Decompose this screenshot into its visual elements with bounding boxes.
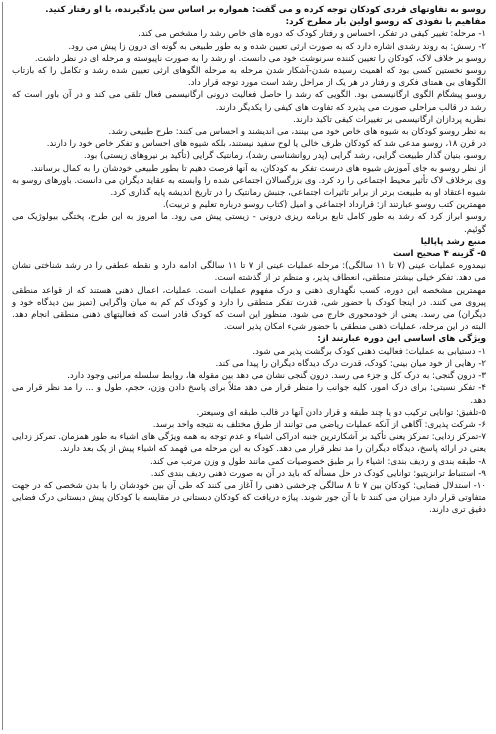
paragraph-line: مهمترین مشخصه این دوره، کسب نگهداری ذهنی و درک مفهوم عملیات است. عملیات، اعمال ذهنی هستند که از قواعد منطقی پیروی می کنند. در اینجا کودک با حضور شی، قدرت تفکر منطقی را دارد و کودک کم کم به میان واگرایی (تمیز بین دیدگاه خود و دیگران) می رسد. یعنی از خودمحوری خارج می شود. منظور این است که کودک قادر است که فعالیتهای ذهنی منطقی انجام دهد. البته در این مرحله، عملیات ذهنی منطقی با حضور شیء امکان پذیر است. [12,285,486,333]
paragraph-line: ۶- شرکت پذیری: آگاهی از آنکه عملیات ریاضی می توانند از طرق مختلف به نتیجه واحد برسد. [152,419,486,430]
paragraph-line: روسو پیشگام الگوی ارگانیسمی بود. الگویی که رشد را حاصل فعالیت درونی ارگانیسمی فعال تلقی می کند و در آن باور است که رشد در قالب مراحلی صورت می پذیرد که تفاوت های کیفی را یکدیگر دارند. [12,90,486,113]
paragraph-line: ۲- رسش: به روند رشدی اشاره دارد که به صورت ارثی تعیین شده و به طور طبیعی به گونه ای درون زا پیش می رود. [68,41,486,52]
paragraph-line: روسو بر خلاف لاک، کودکان را تعیین کننده سرنوشت خود می دانست. او رشد را به صورت ناپیوسته و مرحله ای در نظر داشت. [34,53,486,64]
heading-line: ۵- گزینه ۴ صحیح است [392,249,486,260]
paragraph-line: ۱- دستیابی به عملیات: فعالیت ذهنی کودک برگشت پذیر می شود. [252,346,486,357]
heading-line: روسو به تفاوتهای فردی کودکان توجه کرده و می گفت: همواره بر اساس سن یادگیرنده، با او رفتار کنید. [45,5,486,15]
paragraph-line: ۲- رهایی از خود میان بینی: کودک، قدرت درک دیدگاه دیگران را پیدا می کند. [215,358,486,369]
paragraph-line: ۸- طبقه بندی و ردیف بندی: اشیاء را بر طبق خصوصیات کمی مانند طول و وزن مرتب می کند. [149,456,486,467]
paragraph-line: ۹- استنباط ترانزیتیو: توانایی کودک در حل مسأله که باید در آن به صورت ذهنی ردیف بندی کند. [150,468,486,479]
paragraph-line: ۱۰- استدلال فضایی: کودکان بین ۷ تا ۸ سالگی چرخشی ذهنی را آغاز می کنند که طی آن بین خودشان را با بدن شخصی که در جهت متفاوتی قرار دارد میزان می کنند تا با آن جور شوند. پیاژه دریافت که کودکان دبستانی در مقایسه با کودکان پیش دبستانی درک فضایی دقیق تری دارند. [12,480,486,516]
heading-line: مفاهیم با نفوذی که روسو اولین بار مطرح کرد: [285,17,486,28]
paragraph-line: ۳- درون گنجی: به درک کل و جزء می رسد. درون گنجی نشان می دهد بین مقوله ها، روابط سلسله مراتبی وجود دارد. [67,371,486,382]
paragraph-line: ۴- تفکر نسبتی: برای درک امور، کلیه جوانب را منظر قرار می دهد مثلاً برای پاسخ دادن وزن، حجم، طول و ... را مد نظر قرار می دهد. [12,383,486,406]
paragraph-line: نظریه پردازان ارگانیسمی بر تغییرات کیفی تاکید دارند. [292,114,486,125]
paragraph-line: در قرن ۱۸، روسو مدعی شد که کودکان ظرف خالی یا لوح سفید نیستند، بلکه شیوه های احساس و تفکر خاص خود را دارند. [46,139,486,150]
heading-line: ویژگی های اساسی این دوره عبارتند از: [317,334,486,345]
paragraph-line: روسو ابراز کرد که رشد به طور کامل تابع برنامه ریزی درونی - زیستی پیش می رود. ما امروز به این طرح، پختگی بیولوژیک می گوئیم. [12,212,486,235]
heading-line: منبع رشد پاپالیا [420,236,486,247]
paragraph-line: از نظر روسو به جای آموزش شیوه های درست تفکر به کودکان، به آنها فرصت دهیم تا بطور طبیعی خودشان را به کمال برسانند. [30,163,486,174]
paragraph-line: نیمدوره عملیات عینی (۷ تا ۱۱ سالگی): مرحله عملیات عینی از ۷ تا ۱۱ سالگی ادامه دارد و نقطه عطفی را در رشد شناختی نشان می دهد. تفکر خیلی بیشتر منطقی، انعطاف پذیر، و منظم تر از گذشته است. [12,261,486,284]
paragraph-line: روسو، بنیان گذار طبیعت گرایی، رشد گرایی (پدر روانشناسی رشد)، رمانتیک گرایی (تأکید بر نیروهای زیستی) بود. [83,151,486,162]
paragraph-line: وی برخلاف لاک تأثیر محیط اجتماعی را رد کرد. وی بزرگسالان اجتماعی شده را وابسته به عقاید دیگران می دانست. باورهای روسو به شیوه اعتقاد او به طبیعت برتر از برابر تاثیرات اجتماعی، جنبش رمانتیک را در تاریخ اندیشه پایه گذاری کرد. [12,175,486,199]
paragraph-line: روسو نخستین کسی بود که اهمیت رسیده شدن-آشکار شدن مرحله به مرحله الگوهای ارثی تعیین شده رشد و تکامل را که بازتاب الگوهای بی همتای فکری و رفتار در هر یک از مراحل رشد است مورد توجه قرار داد. [12,66,486,89]
paragraph-line: ۱- مرحله: تغییر کیفی در تفکر، احساس و رفتار کودک که دوره های خاص رشد را مشخص می کند. [138,29,486,40]
paragraph-line: مهمترین کتب روسو عبارتند از: قرارداد اجتماعی و امیل (کتاب روسو درباره تعلیم و تربیت). [162,200,486,211]
paragraph-line: به نظر روسو کودکان به شیوه های خاص خود می بینند، می اندیشند و احساس می کنند: طرح طبیعی رشد. [108,127,486,138]
paragraph-line: ۵-تلفیق: توانایی ترکیب دو یا چند طبقه و قرار دادن آنها در قالب طبقه ای وسیعتر. [196,407,486,418]
paragraph-line: ۷-تمرکز زدایی: تمرکز یعنی تأکید بر آشکارترین جنبه ادراکی اشیاء و عدم توجه به همه ویژگی های اشیاء به طور همزمان. تمرکز زدایی یعنی در ارائه پاسخ، دیدگاه دیگران را مد نظر قرار می دهد. کودک به این مرحله می فهمد که اشیاء پیش از یک بعد دارند. [12,432,486,455]
